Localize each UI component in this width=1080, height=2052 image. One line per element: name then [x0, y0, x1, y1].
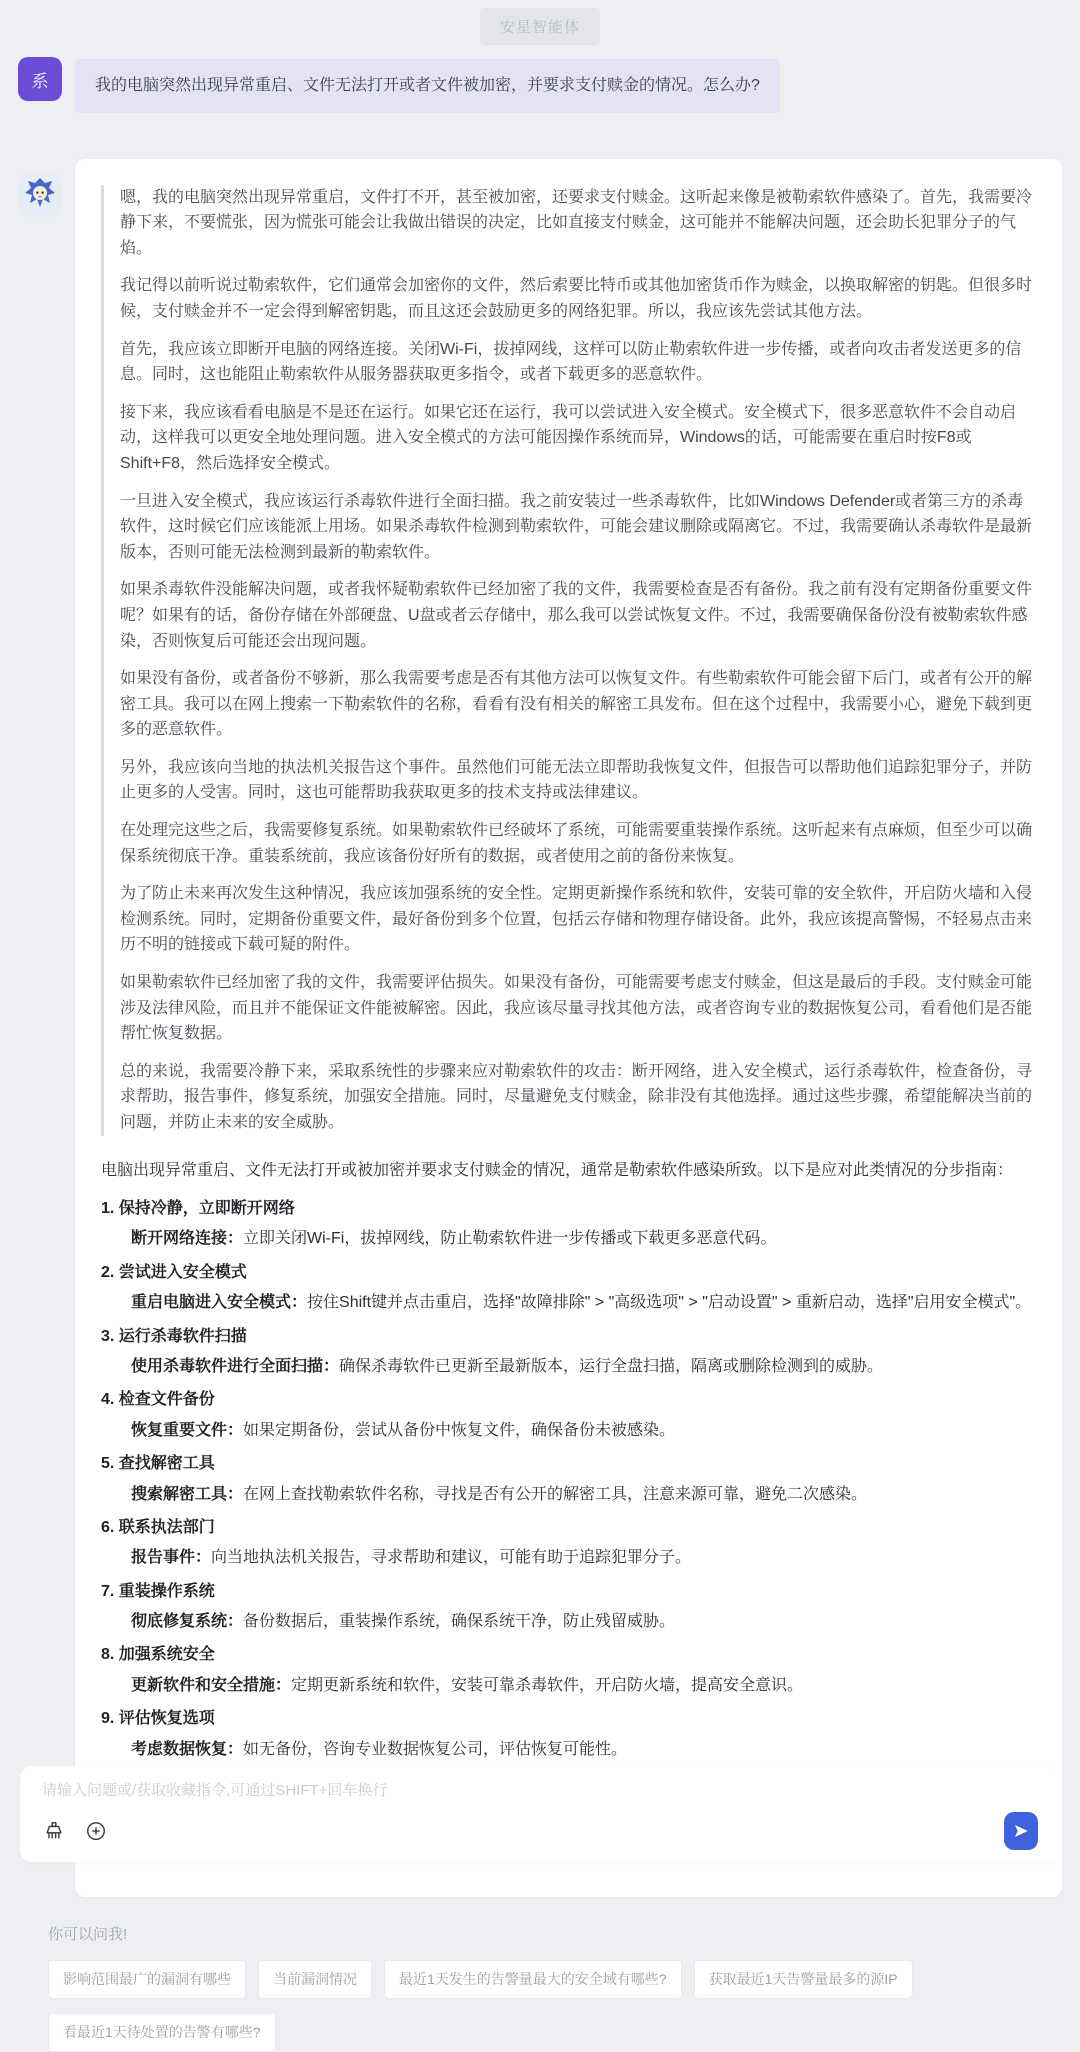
robot-avatar-icon: [18, 173, 62, 217]
answer-step: [101, 1387, 1034, 1444]
step-desc: 在网上查找勒索软件名称，寻找是否有公开的解密工具，注意来源可靠，避免二次感染。: [243, 1485, 868, 1503]
step-desc: 立即关闭Wi-Fi，拔掉网线，防止勒索软件进一步传播或下载更多恶意代码。: [243, 1230, 777, 1248]
user-avatar: [18, 57, 62, 101]
assistant-avatar: [18, 173, 62, 217]
step-label: 搜索解密工具：: [131, 1485, 244, 1503]
step-number: 1.: [101, 1199, 115, 1217]
step-number: 3.: [101, 1327, 115, 1345]
step-number: 9.: [101, 1710, 115, 1728]
answer-block: [101, 1158, 1034, 1868]
answer-step: [101, 1706, 1034, 1763]
thinking-paragraph: 如果没有备份，或者备份不够新，那么我需要考虑是否有其他方法可以恢复文件。有些勒索软件可能会留下后门，或者有公开的解密工具。我可以在网上搜索一下勒索软件的名称，看看有没有相关的解密工具发布。但在这个过程中，我需要小心，避免下载到更多的恶意软件。: [120, 670, 1033, 739]
step-title: 重装操作系统: [118, 1582, 215, 1600]
user-avatar-label: 系: [31, 71, 49, 91]
step-label: 重启电脑进入安全模式：: [131, 1294, 308, 1312]
suggestions-section: [48, 1923, 1062, 2052]
plus-circle-icon: [85, 1820, 107, 1842]
thinking-paragraph: 一旦进入安全模式，我应该运行杀毒软件进行全面扫描。我之前安装过一些杀毒软件，比如Windows Defender或者第三方的杀毒软件，这时候它们应该能派上用场。如果杀毒软件检测到勒索软件，可能会建议删除或隔离它。不过，我需要确认杀毒软件是最新版本，否则可能无法检测到最新的勒索软件。: [120, 492, 1033, 561]
step-number: 6.: [101, 1518, 115, 1536]
chat-area: [0, 57, 1080, 2052]
thinking-paragraph: 如果勒索软件已经加密了我的文件，我需要评估损失。如果没有备份，可能需要考虑支付赎金，但这是最后的手段。支付赎金可能涉及法律风险，而且并不能保证文件能被解密。因此，我应该尽量寻找其他方法，或者咨询专业的数据恢复公司，看看他们是否能帮忙恢复数据。: [120, 974, 1033, 1043]
thinking-paragraph: 首先，我应该立即断开电脑的网络连接。关闭Wi-Fi，拔掉网线，这样可以防止勒索软件进一步传播，或者向攻击者发送更多的信息。同时，这也能阻止勒索软件从服务器获取更多指令，或者下载更多的恶意软件。: [120, 340, 1022, 384]
answer-step: [101, 1515, 1034, 1572]
suggestion-chip[interactable]: 最近1天发生的告警量最大的安全域有哪些?: [384, 1960, 682, 1999]
step-label: 报告事件：: [131, 1549, 212, 1567]
step-title: 联系执法部门: [118, 1518, 215, 1536]
step-title: 查找解密工具: [118, 1455, 215, 1473]
step-title: 评估恢复选项: [118, 1710, 215, 1728]
assistant-message-row: [18, 159, 1062, 1898]
step-desc: 定期更新系统和软件，安装可靠杀毒软件，开启防火墙，提高安全意识。: [291, 1676, 804, 1694]
step-number: 7.: [101, 1582, 115, 1600]
suggestion-chip[interactable]: 获取最近1天告警量最多的源IP: [694, 1960, 913, 1999]
answer-step: [101, 1451, 1034, 1508]
answer-step: [101, 1260, 1034, 1317]
thinking-paragraph: 在处理完这些之后，我需要修复系统。如果勒索软件已经破坏了系统，可能需要重装操作系统。这听起来有点麻烦，但至少可以确保系统彻底干净。重装系统前，我应该备份好所有的数据，或者使用之前的备份来恢复。: [120, 822, 1033, 865]
step-number: 5.: [101, 1455, 115, 1473]
message-input[interactable]: [42, 1782, 1038, 1799]
user-message-row: [18, 57, 1062, 113]
answer-step: [101, 1642, 1034, 1699]
suggestion-chips: [48, 1960, 1028, 2052]
composer: [20, 1766, 1060, 1862]
step-title: 尝试进入安全模式: [118, 1263, 247, 1281]
step-desc: 确保杀毒软件已更新至最新版本，运行全盘扫描，隔离或删除检测到的威胁。: [339, 1357, 884, 1375]
step-label: 断开网络连接：: [131, 1230, 244, 1248]
thinking-paragraph: 另外，我应该向当地的执法机关报告这个事件。虽然他们可能无法立即帮助我恢复文件，但报告可以帮助他们追踪犯罪分子，并防止更多的人受害。同时，这也可能帮助我获取更多的技术支持或法律建议。: [120, 758, 1033, 802]
answer-intro: 电脑出现异常重启、文件无法打开或被加密并要求支付赎金的情况，通常是勒索软件感染所致。以下是应对此类情况的分步指南：: [101, 1161, 1014, 1179]
step-number: 2.: [101, 1263, 115, 1281]
suggestion-chip[interactable]: 看最近1天待处置的告警有哪些?: [48, 2013, 276, 2052]
answer-steps: [101, 1196, 1034, 1827]
answer-step: [101, 1579, 1034, 1636]
send-button[interactable]: [1004, 1812, 1038, 1850]
step-desc: 向当地执法机关报告，寻求帮助和建议，可能有助于追踪犯罪分子。: [211, 1549, 692, 1567]
thinking-paragraph: 嗯，我的电脑突然出现异常重启，文件打不开，甚至被加密，还要求支付赎金。这听起来像是被勒索软件感染了。首先，我需要冷静下来，不要慌张，因为慌张可能会让我做出错误的决定，比如直接支付赎金，这可能并不能解决问题，还会助长犯罪分子的气焰。: [120, 188, 1033, 257]
step-label: 考虑数据恢复：: [131, 1740, 244, 1758]
suggestion-chip[interactable]: 当前漏洞情况: [258, 1960, 372, 1999]
answer-step: [101, 1196, 1034, 1253]
step-title: 运行杀毒软件扫描: [118, 1327, 247, 1345]
step-label: 彻底修复系统：: [131, 1613, 244, 1631]
page-header: [0, 0, 1080, 45]
step-label: 恢复重要文件：: [131, 1421, 244, 1439]
thinking-paragraph: 我记得以前听说过勒索软件，它们通常会加密你的文件，然后索要比特币或其他加密货币作为赎金，以换取解密的钥匙。但很多时候，支付赎金并不一定会得到解密钥匙，而且这还会鼓励更多的网络犯罪。所以，我应该先尝试其他方法。: [120, 277, 1033, 320]
step-desc: 备份数据后，重装操作系统，确保系统干净，防止残留威胁。: [243, 1613, 676, 1631]
step-desc: 如果定期备份，尝试从备份中恢复文件，确保备份未被感染。: [243, 1421, 676, 1439]
step-title: 检查文件备份: [118, 1391, 215, 1409]
add-attachment-button[interactable]: [84, 1819, 108, 1843]
suggestion-chip[interactable]: 影响范围最广的漏洞有哪些: [48, 1960, 246, 1999]
step-desc: 按住Shift键并点击重启，选择"故障排除" > "高级选项" > "启动设置" > 重新启动，选择"启用安全模式"。: [307, 1294, 1032, 1312]
step-label: 更新软件和安全措施：: [131, 1676, 292, 1694]
send-icon: [1012, 1822, 1030, 1840]
step-title: 加强系统安全: [118, 1646, 215, 1664]
step-label: 使用杀毒软件进行全面扫描：: [131, 1357, 340, 1375]
thinking-paragraph: 如果杀毒软件没能解决问题，或者我怀疑勒索软件已经加密了我的文件，我需要检查是否有备份。我之前有没有定期备份重要文件呢？如果有的话，备份存储在外部硬盘、U盘或者云存储中，那么我可以尝试恢复文件。不过，我需要确保备份没有被勒索软件感染，否则恢复后可能还会出现问题。: [120, 581, 1033, 650]
answer-step: [101, 1324, 1034, 1381]
step-number: 4.: [101, 1391, 115, 1409]
composer-actions: [42, 1812, 1038, 1850]
thinking-paragraph: 接下来，我应该看看电脑是不是还在运行。如果它还在运行，我可以尝试进入安全模式。安全模式下，很多恶意软件不会自动启动，这样我可以更安全地处理问题。进入安全模式的方法可能因操作系统而异，Windows的话，可能需要在重启时按F8或Shift+F8，然后选择安全模式。: [120, 403, 1017, 472]
assistant-message-card: [75, 159, 1062, 1898]
thinking-paragraph: 为了防止未来再次发生这种情况，我应该加强系统的安全性。定期更新操作系统和软件，安装可靠的安全软件，开启防火墙和入侵检测系统。同时，定期备份重要文件，最好备份到多个位置，包括云存储和物理存储设备。此外，我应该提高警惕，不轻易点击来历不明的链接或下载可疑的附件。: [120, 885, 1033, 954]
step-number: 8.: [101, 1646, 115, 1664]
broom-icon: [43, 1820, 65, 1842]
thinking-block: [101, 185, 1034, 1136]
step-desc: 如无备份，咨询专业数据恢复公司，评估恢复可能性。: [243, 1740, 628, 1758]
app-title: 安星智能体: [480, 8, 600, 45]
suggestions-title: 你可以问我!: [48, 1926, 128, 1944]
user-message-bubble: 我的电脑突然出现异常重启、文件无法打开或者文件被加密，并要求支付赎金的情况。怎么办?: [75, 59, 780, 113]
thinking-paragraph: 总的来说，我需要冷静下来，采取系统性的步骤来应对勒索软件的攻击：断开网络，进入安全模式，运行杀毒软件，检查备份，寻求帮助，报告事件，修复系统，加强安全措施。同时，尽量避免支付赎金，除非没有其他选择。通过这些步骤，希望能解决当前的问题，并防止未来的安全威胁。: [120, 1062, 1033, 1131]
step-title: 保持冷静，立即断开网络: [118, 1199, 295, 1217]
clear-chat-button[interactable]: [42, 1819, 66, 1843]
